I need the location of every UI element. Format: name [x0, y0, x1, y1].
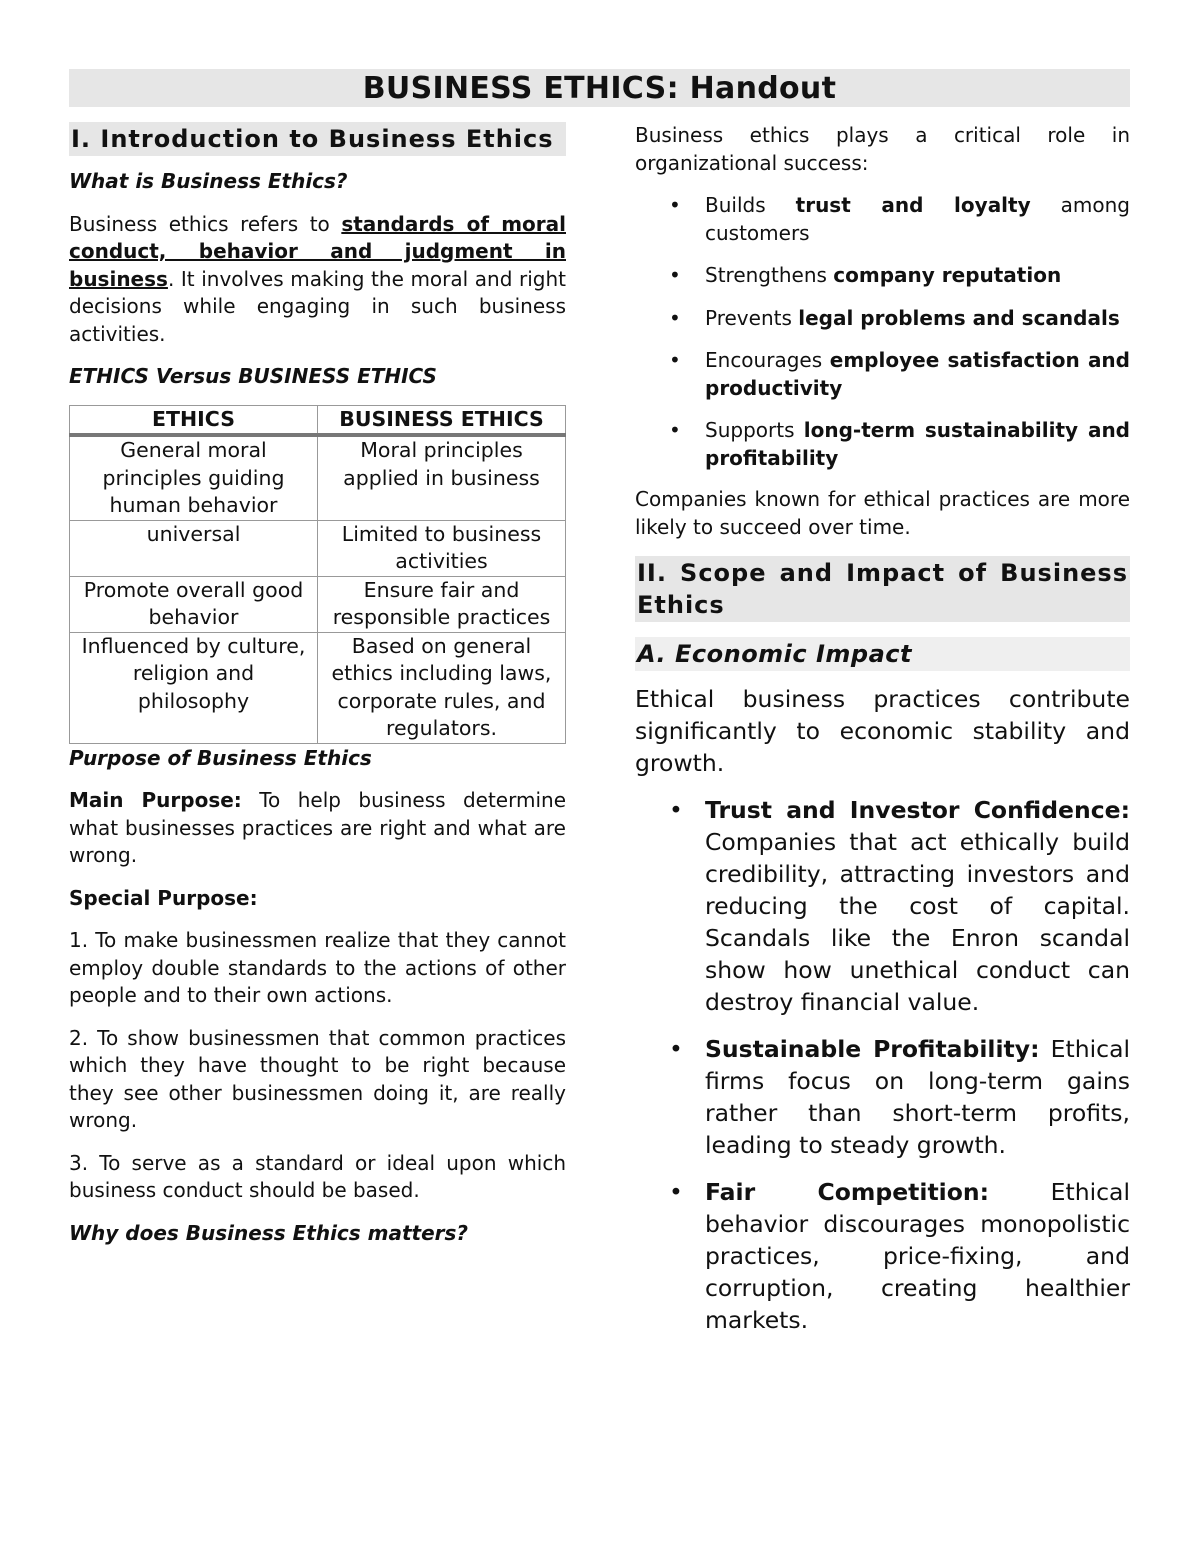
table-row	[70, 435, 566, 520]
versus-heading: ETHICS Versus BUSINESS ETHICS	[69, 364, 437, 388]
bullet-bold: employee satisfaction and productivity	[705, 348, 1130, 400]
page-title: BUSINESS ETHICS: Handout	[69, 69, 1130, 107]
left-column	[69, 122, 566, 1247]
bullet-pre: Encourages	[705, 348, 830, 372]
bullet-bold: company reputation	[833, 263, 1062, 287]
section-2-heading: II. Scope and Impact of Business Ethics	[635, 556, 1130, 622]
table-cell: Limited to business activities	[318, 520, 566, 576]
table-cell: Influenced by culture, religion and philosophy	[70, 632, 318, 743]
definition-paragraph	[69, 211, 566, 349]
table-row	[70, 632, 566, 743]
special-purpose-item: 1. To make businessmen realize that they cannot employ double standards to the actions of other people and to their own actions.	[69, 928, 566, 1007]
closing-paragraph: Companies known for ethical practices are more likely to succeed over time.	[635, 487, 1130, 539]
comparison-table	[69, 405, 566, 744]
econ-bullet-label: Fair Competition:	[705, 1178, 990, 1206]
table-cell: universal	[70, 520, 318, 576]
special-purpose-label: Special Purpose:	[69, 885, 258, 910]
main-purpose-label: Main Purpose:	[69, 788, 242, 812]
special-purpose-item: 3. To serve as a standard or ideal upon which business conduct should be based.	[69, 1150, 566, 1202]
economic-impact-body	[635, 683, 1130, 1336]
table-cell: General moral principles guiding human behavior	[70, 435, 318, 520]
table-header-ethics: ETHICS	[70, 405, 318, 435]
table-row	[70, 520, 566, 576]
special-purpose-item: 2. To show businessmen that common practices which they have thought to be right because they see other businessmen doing it, are really wrong.	[69, 1025, 566, 1132]
purpose-heading: Purpose of Business Ethics	[69, 745, 372, 770]
economic-list	[635, 794, 1130, 1336]
econ-bullet-text: Ethical behavior discourages monopolistic practices, price-fixing, and corruption, creating healthier markets.	[705, 1178, 1130, 1334]
right-intro: Business ethics plays a critical role in organizational success:	[635, 123, 1130, 175]
bullet-post: among customers	[705, 193, 1130, 245]
table-row	[70, 576, 566, 632]
bullet-pre: Prevents	[705, 305, 799, 330]
bullet-pre: Supports	[705, 418, 804, 442]
list-item	[705, 192, 1130, 247]
bullet-bold: trust and loyalty	[795, 193, 1031, 217]
bullet-pre: Strengthens	[705, 263, 834, 287]
table-header-row	[70, 405, 566, 435]
list-item	[705, 262, 1130, 290]
list-item	[705, 417, 1130, 472]
benefits-list	[635, 192, 1130, 472]
list-item	[705, 1176, 1130, 1336]
table-cell: Based on general ethics including laws, corporate rules, and regulators.	[318, 632, 566, 743]
list-item	[705, 347, 1130, 402]
econ-bullet-text: Ethical firms focus on long-term gains rather than short-term profits, leading to steady growth.	[705, 1035, 1130, 1159]
main-purpose-text: To help business determine what businesses practices are right and what are wrong.	[69, 788, 566, 867]
table-cell: Promote overall good behavior	[70, 576, 318, 632]
table-cell: Ensure fair and responsible practices	[318, 576, 566, 632]
bullet-bold: long-term sustainability and profitability	[705, 418, 1130, 470]
why-matters-heading: Why does Business Ethics matters?	[69, 1220, 469, 1245]
right-column	[635, 122, 1130, 1336]
econ-bullet-label: Sustainable Profitability:	[705, 1035, 1040, 1063]
list-item	[705, 1033, 1130, 1161]
definition-pre: Business ethics refers to	[69, 211, 342, 236]
table-header-business-ethics: BUSINESS ETHICS	[318, 405, 566, 435]
economic-impact-heading: A. Economic Impact	[635, 637, 1130, 671]
bullet-bold: legal problems and scandals	[798, 305, 1120, 330]
econ-bullet-text: Companies that act ethically build credibility, attracting investors and reducing the cost of capital. Scandals like the Enron scandal show how unethical conduct can destroy financial value.	[705, 828, 1130, 1016]
what-is-heading: What is Business Ethics?	[69, 169, 348, 193]
definition-post: . It involves making the moral and right decisions while engaging in such business activities.	[69, 266, 566, 346]
economic-intro: Ethical business practices contribute significantly to economic stability and growth.	[635, 685, 1130, 777]
econ-bullet-label: Trust and Investor Confidence:	[705, 796, 1130, 824]
definition-emphasis: standards of moral conduct, behavior and judgment in business	[69, 211, 566, 291]
list-item	[705, 794, 1130, 1018]
list-item	[705, 305, 1130, 333]
bullet-pre: Builds	[705, 193, 796, 217]
table-cell: Moral principles applied in business	[318, 435, 566, 520]
main-purpose-paragraph	[69, 787, 566, 870]
section-1-heading: I. Introduction to Business Ethics	[69, 122, 566, 156]
